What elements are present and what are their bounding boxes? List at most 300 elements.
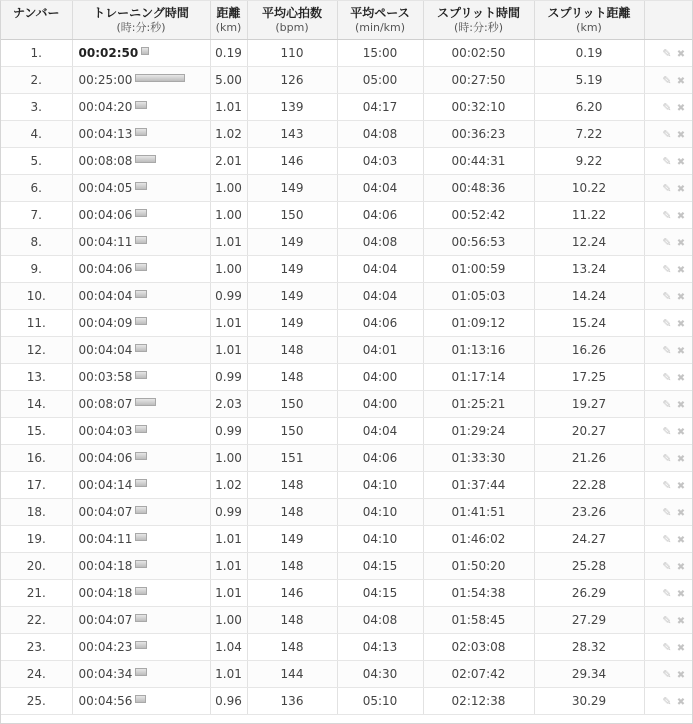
lap-actions — [644, 256, 692, 283]
pencil-icon[interactable]: ✎ — [662, 101, 672, 114]
laps-table-body — [1, 40, 692, 715]
lap-time-cell — [72, 40, 210, 67]
pencil-icon[interactable]: ✎ — [662, 398, 672, 411]
table-row[interactable] — [1, 67, 692, 94]
lap-number: 21. — [1, 580, 72, 607]
lap-avg-pace: 04:10 — [337, 526, 423, 553]
lap-split-distance: 30.29 — [534, 688, 644, 715]
lap-distance-bar — [135, 209, 147, 217]
lap-split-distance: 12.24 — [534, 229, 644, 256]
lap-avg-heart-rate: 150 — [247, 202, 337, 229]
lap-number: 3. — [1, 94, 72, 121]
lap-avg-pace: 04:00 — [337, 364, 423, 391]
lap-avg-pace: 04:08 — [337, 229, 423, 256]
lap-distance-bar — [135, 425, 147, 433]
table-row[interactable] — [1, 283, 692, 310]
x-icon[interactable]: ✖ — [676, 130, 686, 141]
lap-number: 23. — [1, 634, 72, 661]
lap-time-value: 00:04:14 — [78, 478, 133, 492]
lap-number: 18. — [1, 499, 72, 526]
table-row[interactable] — [1, 472, 692, 499]
lap-time-cell — [72, 472, 210, 499]
lap-actions — [644, 148, 692, 175]
lap-actions — [644, 553, 692, 580]
lap-time-cell — [72, 445, 210, 472]
x-icon[interactable]: ✖ — [676, 76, 686, 87]
table-row[interactable] — [1, 256, 692, 283]
lap-split-time: 01:58:45 — [423, 607, 534, 634]
lap-split-distance: 15.24 — [534, 310, 644, 337]
x-icon[interactable]: ✖ — [676, 346, 686, 357]
table-row[interactable] — [1, 121, 692, 148]
table-row[interactable] — [1, 526, 692, 553]
lap-distance: 0.19 — [210, 40, 247, 67]
x-icon[interactable]: ✖ — [676, 49, 686, 60]
lap-distance-bar — [135, 668, 147, 676]
lap-time-cell — [72, 580, 210, 607]
lap-number: 22. — [1, 607, 72, 634]
lap-actions — [644, 202, 692, 229]
lap-time-cell — [72, 634, 210, 661]
lap-avg-heart-rate: 143 — [247, 121, 337, 148]
lap-split-time: 01:09:12 — [423, 310, 534, 337]
lap-actions — [644, 499, 692, 526]
x-icon[interactable]: ✖ — [676, 670, 686, 681]
lap-time-value: 00:04:18 — [78, 586, 133, 600]
lap-avg-pace: 04:06 — [337, 445, 423, 472]
table-row[interactable] — [1, 688, 692, 715]
lap-avg-pace: 04:15 — [337, 553, 423, 580]
lap-split-distance: 10.22 — [534, 175, 644, 202]
lap-split-time: 01:33:30 — [423, 445, 534, 472]
lap-avg-heart-rate: 150 — [247, 391, 337, 418]
lap-distance: 2.01 — [210, 148, 247, 175]
lap-actions — [644, 688, 692, 715]
table-row[interactable] — [1, 148, 692, 175]
pencil-icon[interactable]: ✎ — [662, 425, 672, 438]
lap-number: 16. — [1, 445, 72, 472]
x-icon[interactable]: ✖ — [676, 643, 686, 654]
lap-time-cell — [72, 661, 210, 688]
pencil-icon[interactable]: ✎ — [662, 371, 672, 384]
header-lap-number[interactable]: ナンバー — [1, 1, 72, 40]
pencil-icon[interactable]: ✎ — [662, 74, 672, 87]
table-row[interactable] — [1, 364, 692, 391]
lap-time-cell — [72, 148, 210, 175]
lap-time-cell — [72, 526, 210, 553]
lap-actions — [644, 229, 692, 256]
pencil-icon[interactable]: ✎ — [662, 479, 672, 492]
table-row[interactable] — [1, 418, 692, 445]
lap-distance: 1.00 — [210, 445, 247, 472]
lap-avg-heart-rate: 148 — [247, 634, 337, 661]
lap-split-distance: 0.19 — [534, 40, 644, 67]
x-icon[interactable]: ✖ — [676, 400, 686, 411]
lap-actions — [644, 94, 692, 121]
laps-table — [1, 1, 692, 715]
lap-split-time: 01:50:20 — [423, 553, 534, 580]
x-icon[interactable]: ✖ — [676, 508, 686, 519]
lap-avg-heart-rate: 139 — [247, 94, 337, 121]
pencil-icon[interactable]: ✎ — [662, 182, 672, 195]
lap-actions — [644, 67, 692, 94]
x-icon[interactable]: ✖ — [676, 616, 686, 627]
pencil-icon[interactable]: ✎ — [662, 128, 672, 141]
lap-split-distance: 16.26 — [534, 337, 644, 364]
table-row[interactable] — [1, 337, 692, 364]
lap-distance-bar — [135, 236, 147, 244]
lap-split-time: 02:07:42 — [423, 661, 534, 688]
table-row[interactable] — [1, 229, 692, 256]
lap-split-time: 01:41:51 — [423, 499, 534, 526]
lap-split-time: 00:32:10 — [423, 94, 534, 121]
lap-time-value: 00:04:11 — [78, 235, 133, 249]
lap-avg-heart-rate: 148 — [247, 337, 337, 364]
lap-actions — [644, 283, 692, 310]
lap-distance: 2.03 — [210, 391, 247, 418]
pencil-icon[interactable]: ✎ — [662, 533, 672, 546]
lap-split-distance: 13.24 — [534, 256, 644, 283]
lap-number: 4. — [1, 121, 72, 148]
lap-actions — [644, 175, 692, 202]
lap-distance-bar — [135, 506, 147, 514]
lap-split-time: 01:05:03 — [423, 283, 534, 310]
lap-avg-pace: 04:00 — [337, 391, 423, 418]
lap-number: 17. — [1, 472, 72, 499]
lap-avg-heart-rate: 149 — [247, 310, 337, 337]
lap-split-distance: 21.26 — [534, 445, 644, 472]
lap-time-cell — [72, 364, 210, 391]
lap-time-value: 00:08:08 — [78, 154, 133, 168]
lap-time-cell — [72, 175, 210, 202]
lap-time-value: 00:04:20 — [78, 100, 133, 114]
lap-avg-heart-rate: 149 — [247, 175, 337, 202]
lap-avg-pace: 04:01 — [337, 337, 423, 364]
lap-split-time: 01:29:24 — [423, 418, 534, 445]
pencil-icon[interactable]: ✎ — [662, 209, 672, 222]
lap-avg-pace: 04:08 — [337, 607, 423, 634]
lap-time-value: 00:04:34 — [78, 667, 133, 681]
lap-avg-pace: 04:04 — [337, 175, 423, 202]
header-split-distance[interactable]: スプリット距離 (km) — [534, 1, 644, 40]
lap-time-value: 00:04:06 — [78, 262, 133, 276]
pencil-icon[interactable]: ✎ — [662, 641, 672, 654]
lap-avg-pace: 04:17 — [337, 94, 423, 121]
lap-avg-heart-rate: 110 — [247, 40, 337, 67]
table-row[interactable] — [1, 607, 692, 634]
lap-split-distance: 23.26 — [534, 499, 644, 526]
table-row[interactable] — [1, 310, 692, 337]
lap-distance: 1.04 — [210, 634, 247, 661]
lap-distance: 1.00 — [210, 607, 247, 634]
lap-time-cell — [72, 607, 210, 634]
lap-avg-heart-rate: 148 — [247, 499, 337, 526]
pencil-icon[interactable]: ✎ — [662, 317, 672, 330]
lap-split-distance: 19.27 — [534, 391, 644, 418]
lap-avg-heart-rate: 148 — [247, 553, 337, 580]
lap-distance-bar — [135, 398, 156, 406]
lap-actions — [644, 580, 692, 607]
lap-split-time: 00:36:23 — [423, 121, 534, 148]
table-row[interactable] — [1, 391, 692, 418]
lap-avg-heart-rate: 148 — [247, 364, 337, 391]
lap-split-time: 01:13:16 — [423, 337, 534, 364]
x-icon[interactable]: ✖ — [676, 562, 686, 573]
lap-number: 15. — [1, 418, 72, 445]
lap-distance: 1.01 — [210, 580, 247, 607]
lap-avg-heart-rate: 146 — [247, 580, 337, 607]
lap-avg-pace: 04:08 — [337, 121, 423, 148]
lap-split-time: 00:48:36 — [423, 175, 534, 202]
pencil-icon[interactable]: ✎ — [662, 587, 672, 600]
lap-time-value: 00:04:56 — [78, 694, 133, 708]
lap-distance-bar — [135, 479, 147, 487]
lap-split-time: 01:37:44 — [423, 472, 534, 499]
lap-time-value: 00:04:04 — [78, 289, 133, 303]
table-row[interactable] — [1, 580, 692, 607]
lap-distance: 0.99 — [210, 499, 247, 526]
lap-avg-heart-rate: 136 — [247, 688, 337, 715]
lap-actions — [644, 40, 692, 67]
lap-distance-bar — [135, 614, 147, 622]
lap-number: 19. — [1, 526, 72, 553]
header-avg-heart-rate[interactable]: 平均心拍数 (bpm) — [247, 1, 337, 40]
table-row[interactable] — [1, 445, 692, 472]
lap-actions — [644, 391, 692, 418]
x-icon[interactable]: ✖ — [676, 103, 686, 114]
lap-actions — [644, 364, 692, 391]
table-row[interactable] — [1, 40, 692, 67]
lap-split-time: 01:17:14 — [423, 364, 534, 391]
header-training-time[interactable]: トレーニング時間 (時:分:秒) — [72, 1, 210, 40]
pencil-icon[interactable]: ✎ — [662, 236, 672, 249]
pencil-icon[interactable]: ✎ — [662, 47, 672, 60]
lap-actions — [644, 661, 692, 688]
lap-distance: 1.00 — [210, 202, 247, 229]
lap-number: 24. — [1, 661, 72, 688]
lap-distance-bar — [135, 182, 147, 190]
lap-time-value: 00:03:58 — [78, 370, 133, 384]
lap-split-time: 01:46:02 — [423, 526, 534, 553]
lap-distance: 0.96 — [210, 688, 247, 715]
table-row[interactable] — [1, 202, 692, 229]
lap-time-value: 00:02:50 — [78, 46, 139, 60]
lap-distance-bar — [135, 641, 147, 649]
header-avg-pace[interactable]: 平均ペース (min/km) — [337, 1, 423, 40]
lap-time-cell — [72, 229, 210, 256]
lap-distance: 1.00 — [210, 256, 247, 283]
x-icon[interactable]: ✖ — [676, 427, 686, 438]
pencil-icon[interactable]: ✎ — [662, 560, 672, 573]
lap-distance: 1.01 — [210, 526, 247, 553]
lap-split-distance: 9.22 — [534, 148, 644, 175]
lap-avg-heart-rate: 149 — [247, 283, 337, 310]
lap-avg-heart-rate: 149 — [247, 526, 337, 553]
lap-split-time: 02:03:08 — [423, 634, 534, 661]
lap-avg-pace: 04:04 — [337, 256, 423, 283]
lap-distance: 0.99 — [210, 364, 247, 391]
pencil-icon[interactable]: ✎ — [662, 155, 672, 168]
x-icon[interactable]: ✖ — [676, 589, 686, 600]
lap-avg-pace: 05:10 — [337, 688, 423, 715]
lap-avg-pace: 04:03 — [337, 148, 423, 175]
lap-distance: 1.01 — [210, 229, 247, 256]
x-icon[interactable]: ✖ — [676, 211, 686, 222]
lap-distance: 1.00 — [210, 175, 247, 202]
lap-split-distance: 6.20 — [534, 94, 644, 121]
lap-distance-bar — [141, 47, 149, 55]
lap-number: 1. — [1, 40, 72, 67]
lap-split-distance: 14.24 — [534, 283, 644, 310]
x-icon[interactable]: ✖ — [676, 481, 686, 492]
lap-time-value: 00:04:09 — [78, 316, 133, 330]
lap-time-cell — [72, 418, 210, 445]
table-row[interactable] — [1, 661, 692, 688]
lap-time-value: 00:04:06 — [78, 208, 133, 222]
lap-distance-bar — [135, 452, 147, 460]
lap-avg-pace: 04:04 — [337, 283, 423, 310]
lap-time-value: 00:04:07 — [78, 505, 133, 519]
lap-avg-heart-rate: 151 — [247, 445, 337, 472]
lap-actions — [644, 607, 692, 634]
lap-distance-bar — [135, 290, 147, 298]
lap-split-time: 01:25:21 — [423, 391, 534, 418]
x-icon[interactable]: ✖ — [676, 697, 686, 708]
pencil-icon[interactable]: ✎ — [662, 290, 672, 303]
lap-distance: 1.01 — [210, 661, 247, 688]
lap-split-time: 00:02:50 — [423, 40, 534, 67]
lap-avg-pace: 04:10 — [337, 472, 423, 499]
x-icon[interactable]: ✖ — [676, 265, 686, 276]
lap-time-cell — [72, 256, 210, 283]
lap-split-time: 00:56:53 — [423, 229, 534, 256]
lap-split-distance: 26.29 — [534, 580, 644, 607]
lap-number: 2. — [1, 67, 72, 94]
lap-split-distance: 22.28 — [534, 472, 644, 499]
lap-split-distance: 7.22 — [534, 121, 644, 148]
table-row[interactable] — [1, 553, 692, 580]
pencil-icon[interactable]: ✎ — [662, 263, 672, 276]
x-icon[interactable]: ✖ — [676, 292, 686, 303]
lap-time-cell — [72, 499, 210, 526]
lap-split-time: 00:52:42 — [423, 202, 534, 229]
lap-split-time: 00:27:50 — [423, 67, 534, 94]
lap-time-cell — [72, 553, 210, 580]
lap-time-value: 00:04:06 — [78, 451, 133, 465]
lap-number: 7. — [1, 202, 72, 229]
lap-avg-heart-rate: 149 — [247, 256, 337, 283]
pencil-icon[interactable]: ✎ — [662, 452, 672, 465]
lap-split-distance: 27.29 — [534, 607, 644, 634]
lap-split-distance: 24.27 — [534, 526, 644, 553]
lap-split-distance: 29.34 — [534, 661, 644, 688]
lap-distance-bar — [135, 101, 147, 109]
lap-avg-pace: 04:30 — [337, 661, 423, 688]
pencil-icon[interactable]: ✎ — [662, 695, 672, 708]
x-icon[interactable]: ✖ — [676, 319, 686, 330]
pencil-icon[interactable]: ✎ — [662, 344, 672, 357]
lap-avg-pace: 04:13 — [337, 634, 423, 661]
table-row[interactable] — [1, 634, 692, 661]
table-row[interactable] — [1, 94, 692, 121]
lap-distance: 1.01 — [210, 310, 247, 337]
lap-distance-bar — [135, 74, 185, 82]
x-icon[interactable]: ✖ — [676, 157, 686, 168]
lap-avg-pace: 15:00 — [337, 40, 423, 67]
lap-time-cell — [72, 310, 210, 337]
lap-split-distance: 5.19 — [534, 67, 644, 94]
lap-time-cell — [72, 67, 210, 94]
lap-time-value: 00:08:07 — [78, 397, 133, 411]
lap-avg-heart-rate: 150 — [247, 418, 337, 445]
lap-avg-heart-rate: 148 — [247, 472, 337, 499]
lap-distance-bar — [135, 533, 147, 541]
header-actions — [644, 1, 692, 40]
pencil-icon[interactable]: ✎ — [662, 668, 672, 681]
lap-distance: 1.01 — [210, 337, 247, 364]
lap-split-time: 01:54:38 — [423, 580, 534, 607]
table-row[interactable] — [1, 499, 692, 526]
header-distance[interactable]: 距離 (km) — [210, 1, 247, 40]
lap-distance-bar — [135, 695, 146, 703]
lap-distance: 0.99 — [210, 283, 247, 310]
lap-time-cell — [72, 283, 210, 310]
lap-time-value: 00:04:23 — [78, 640, 133, 654]
lap-distance: 1.01 — [210, 94, 247, 121]
lap-time-value: 00:04:11 — [78, 532, 133, 546]
lap-distance-bar — [135, 587, 147, 595]
pencil-icon[interactable]: ✎ — [662, 506, 672, 519]
x-icon[interactable]: ✖ — [676, 238, 686, 249]
lap-distance-bar — [135, 155, 156, 163]
lap-avg-heart-rate: 148 — [247, 607, 337, 634]
lap-distance: 1.01 — [210, 553, 247, 580]
table-row[interactable] — [1, 175, 692, 202]
lap-distance: 0.99 — [210, 418, 247, 445]
lap-distance-bar — [135, 371, 147, 379]
x-icon[interactable]: ✖ — [676, 373, 686, 384]
lap-avg-pace: 04:04 — [337, 418, 423, 445]
lap-distance-bar — [135, 344, 147, 352]
lap-number: 14. — [1, 391, 72, 418]
lap-split-time: 02:12:38 — [423, 688, 534, 715]
lap-split-time: 00:44:31 — [423, 148, 534, 175]
lap-avg-heart-rate: 126 — [247, 67, 337, 94]
lap-time-value: 00:04:07 — [78, 613, 133, 627]
lap-avg-heart-rate: 149 — [247, 229, 337, 256]
lap-actions — [644, 418, 692, 445]
x-icon[interactable]: ✖ — [676, 454, 686, 465]
lap-split-distance: 28.32 — [534, 634, 644, 661]
lap-avg-pace: 04:06 — [337, 202, 423, 229]
lap-distance: 1.02 — [210, 121, 247, 148]
lap-number: 25. — [1, 688, 72, 715]
lap-number: 10. — [1, 283, 72, 310]
pencil-icon[interactable]: ✎ — [662, 614, 672, 627]
lap-distance: 1.02 — [210, 472, 247, 499]
lap-time-cell — [72, 391, 210, 418]
lap-distance-bar — [135, 560, 147, 568]
x-icon[interactable]: ✖ — [676, 535, 686, 546]
lap-avg-pace: 04:15 — [337, 580, 423, 607]
lap-avg-heart-rate: 144 — [247, 661, 337, 688]
lap-split-distance: 17.25 — [534, 364, 644, 391]
header-split-time[interactable]: スプリット時間 (時:分:秒) — [423, 1, 534, 40]
x-icon[interactable]: ✖ — [676, 184, 686, 195]
lap-time-value: 00:04:05 — [78, 181, 133, 195]
lap-avg-pace: 04:10 — [337, 499, 423, 526]
lap-time-cell — [72, 688, 210, 715]
